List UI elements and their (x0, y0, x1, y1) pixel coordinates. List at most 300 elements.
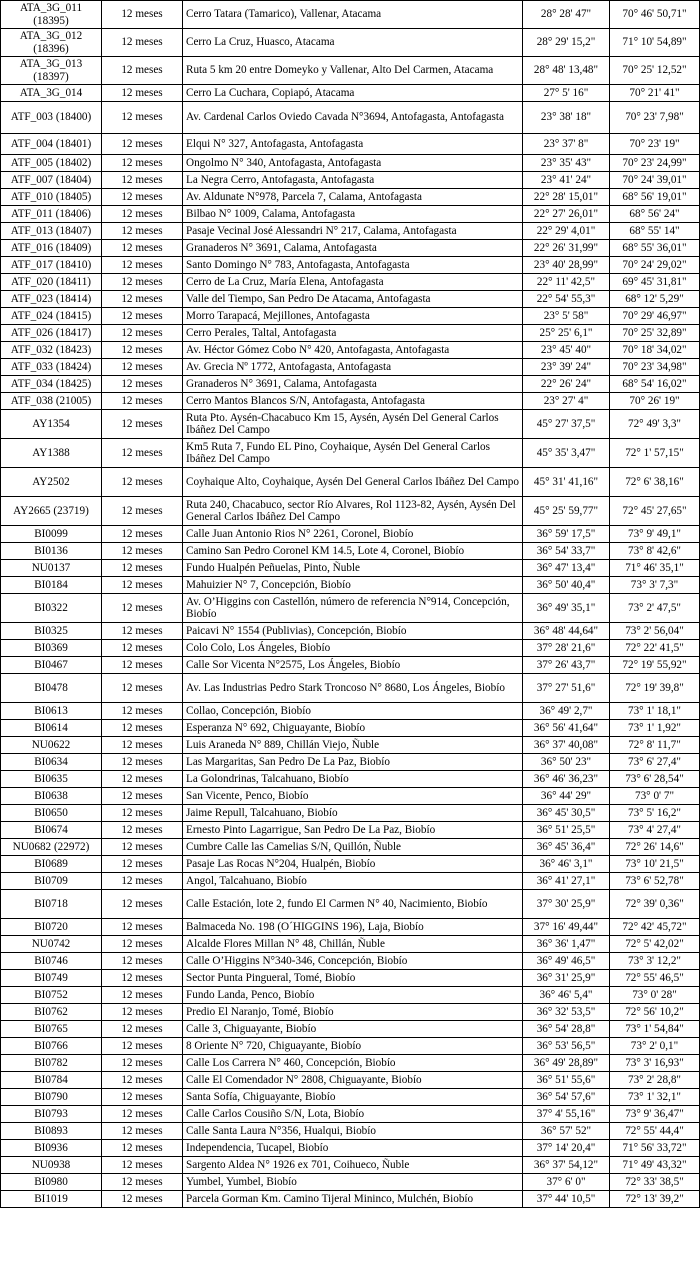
location-cell: Angol, Talcahuano, Biobío (183, 873, 523, 890)
table-row (1, 822, 700, 839)
longitude-cell: 72° 56' 10,2" (610, 1004, 700, 1021)
table-row (1, 1089, 700, 1106)
longitude-cell: 72° 55' 44,4" (610, 1123, 700, 1140)
location-cell: Calle O’Higgins N°340-346, Concepción, Biobío (183, 953, 523, 970)
longitude-cell: 73° 3' 7,3" (610, 577, 700, 594)
duration-cell: 12 meses (102, 1072, 183, 1089)
duration-cell: 12 meses (102, 936, 183, 953)
location-cell: Calle 3, Chiguayante, Biobío (183, 1021, 523, 1038)
location-cell: Ernesto Pinto Lagarrigue, San Pedro De La Paz, Biobío (183, 822, 523, 839)
table-row (1, 1038, 700, 1055)
latitude-cell: 37° 6' 0" (523, 1174, 610, 1191)
latitude-cell: 22° 26' 31,99" (523, 240, 610, 257)
table-row (1, 873, 700, 890)
location-cell: Cumbre Calle las Camelias S/N, Quillón, Ñuble (183, 839, 523, 856)
location-cell: Km5 Ruta 7, Fundo EL Pino, Coyhaique, Aysén Del General Carlos Ibáñez Del Campo (183, 439, 523, 468)
table-row (1, 953, 700, 970)
location-cell: Calle Santa Laura N°356, Hualqui, Biobío (183, 1123, 523, 1140)
latitude-cell: 23° 35' 43" (523, 155, 610, 172)
latitude-cell: 22° 29' 4,01" (523, 223, 610, 240)
latitude-cell: 36° 57' 52" (523, 1123, 610, 1140)
duration-cell: 12 meses (102, 1191, 183, 1208)
latitude-cell: 36° 49' 35,1" (523, 594, 610, 623)
longitude-cell: 72° 13' 39,2" (610, 1191, 700, 1208)
duration-cell: 12 meses (102, 594, 183, 623)
longitude-cell: 68° 55' 36,01" (610, 240, 700, 257)
duration-cell: 12 meses (102, 1140, 183, 1157)
duration-cell: 12 meses (102, 560, 183, 577)
latitude-cell: 22° 54' 55,3" (523, 291, 610, 308)
latitude-cell: 36° 51' 55,6" (523, 1072, 610, 1089)
duration-cell: 12 meses (102, 206, 183, 223)
table-row (1, 1072, 700, 1089)
latitude-cell: 36° 56' 41,64" (523, 720, 610, 737)
latitude-cell: 23° 27' 4" (523, 393, 610, 410)
site-id-cell: BI0718 (1, 890, 102, 919)
table-row (1, 674, 700, 703)
location-cell: Fundo Hualpén Peñuelas, Pinto, Ñuble (183, 560, 523, 577)
longitude-cell: 72° 45' 27,65" (610, 497, 700, 526)
latitude-cell: 22° 28' 15,01" (523, 189, 610, 206)
site-id-cell: BI0369 (1, 640, 102, 657)
duration-cell: 12 meses (102, 1004, 183, 1021)
site-id-cell: ATF_011 (18406) (1, 206, 102, 223)
site-id-cell: BI0893 (1, 1123, 102, 1140)
longitude-cell: 73° 2' 28,8" (610, 1072, 700, 1089)
location-cell: Pasaje Vecinal José Alessandri N° 217, Calama, Antofagasta (183, 223, 523, 240)
site-id-cell: BI0749 (1, 970, 102, 987)
site-id-cell: BI0467 (1, 657, 102, 674)
duration-cell: 12 meses (102, 308, 183, 325)
longitude-cell: 72° 49' 3,3" (610, 410, 700, 439)
location-cell: Calle Los Carrera N° 460, Concepción, Biobío (183, 1055, 523, 1072)
site-id-cell: BI0614 (1, 720, 102, 737)
site-id-cell: NU0137 (1, 560, 102, 577)
table-row (1, 155, 700, 172)
latitude-cell: 36° 45' 30,5" (523, 805, 610, 822)
table-row (1, 189, 700, 206)
table-row (1, 1191, 700, 1208)
latitude-cell: 37° 28' 21,6" (523, 640, 610, 657)
latitude-cell: 37° 26' 43,7" (523, 657, 610, 674)
location-cell: Cerro Perales, Taltal, Antofagasta (183, 325, 523, 342)
latitude-cell: 36° 48' 44,64" (523, 623, 610, 640)
table-row (1, 577, 700, 594)
location-cell: Granaderos N° 3691, Calama, Antofagasta (183, 240, 523, 257)
latitude-cell: 23° 38' 18" (523, 102, 610, 134)
site-id-cell: AY2502 (1, 468, 102, 497)
latitude-cell: 36° 41' 27,1" (523, 873, 610, 890)
table-row (1, 134, 700, 155)
longitude-cell: 72° 26' 14,6" (610, 839, 700, 856)
latitude-cell: 36° 47' 13,4" (523, 560, 610, 577)
site-id-cell: ATF_034 (18425) (1, 376, 102, 393)
duration-cell: 12 meses (102, 497, 183, 526)
table-row (1, 206, 700, 223)
location-cell: Mahuizier N° 7, Concepción, Biobío (183, 577, 523, 594)
latitude-cell: 22° 11' 42,5" (523, 274, 610, 291)
latitude-cell: 37° 14' 20,4" (523, 1140, 610, 1157)
longitude-cell: 73° 3' 16,93" (610, 1055, 700, 1072)
site-id-cell: BI0793 (1, 1106, 102, 1123)
location-cell: Cerro La Cuchara, Copiapó, Atacama (183, 85, 523, 102)
site-id-cell: BI1019 (1, 1191, 102, 1208)
duration-cell: 12 meses (102, 1038, 183, 1055)
longitude-cell: 73° 2' 47,5" (610, 594, 700, 623)
location-cell: Ongolmo N° 340, Antofagasta, Antofagasta (183, 155, 523, 172)
site-id-cell: ATF_003 (18400) (1, 102, 102, 134)
duration-cell: 12 meses (102, 291, 183, 308)
duration-cell: 12 meses (102, 274, 183, 291)
location-cell: Cerro de La Cruz, María Elena, Antofagasta (183, 274, 523, 291)
site-id-cell: BI0720 (1, 919, 102, 936)
table-row (1, 102, 700, 134)
longitude-cell: 72° 39' 0,36" (610, 890, 700, 919)
site-id-cell: BI0709 (1, 873, 102, 890)
site-id-cell: BI0689 (1, 856, 102, 873)
site-id-cell: ATA_3G_011 (18395) (1, 1, 102, 29)
longitude-cell: 73° 6' 52,78" (610, 873, 700, 890)
duration-cell: 12 meses (102, 919, 183, 936)
table-row (1, 919, 700, 936)
duration-cell: 12 meses (102, 856, 183, 873)
latitude-cell: 36° 37' 54,12" (523, 1157, 610, 1174)
latitude-cell: 45° 27' 37,5" (523, 410, 610, 439)
table-row (1, 1021, 700, 1038)
table-row (1, 805, 700, 822)
longitude-cell: 70° 25' 12,52" (610, 57, 700, 85)
location-cell: Cerro La Cruz, Huasco, Atacama (183, 29, 523, 57)
table-row (1, 754, 700, 771)
site-id-cell: ATF_016 (18409) (1, 240, 102, 257)
duration-cell: 12 meses (102, 223, 183, 240)
table-row (1, 468, 700, 497)
table-row (1, 640, 700, 657)
table-row (1, 623, 700, 640)
site-id-cell: BI0766 (1, 1038, 102, 1055)
location-cell: Luis Araneda N° 889, Chillán Viejo, Ñuble (183, 737, 523, 754)
site-id-cell: BI0784 (1, 1072, 102, 1089)
longitude-cell: 73° 1' 32,1" (610, 1089, 700, 1106)
table-row (1, 1140, 700, 1157)
table-row (1, 856, 700, 873)
duration-cell: 12 meses (102, 85, 183, 102)
table-row (1, 240, 700, 257)
location-cell: Calle Sor Vicenta N°2575, Los Ángeles, Biobío (183, 657, 523, 674)
latitude-cell: 36° 45' 36,4" (523, 839, 610, 856)
table-row (1, 594, 700, 623)
location-cell: Cerro Mantos Blancos S/N, Antofagasta, Antofagasta (183, 393, 523, 410)
latitude-cell: 27° 5' 16" (523, 85, 610, 102)
site-id-cell: NU0622 (1, 737, 102, 754)
table-row (1, 257, 700, 274)
longitude-cell: 73° 0' 28" (610, 987, 700, 1004)
duration-cell: 12 meses (102, 543, 183, 560)
location-cell: Sector Punta Pingueral, Tomé, Biobío (183, 970, 523, 987)
latitude-cell: 36° 50' 23" (523, 754, 610, 771)
table-row (1, 1055, 700, 1072)
longitude-cell: 70° 23' 7,98" (610, 102, 700, 134)
table-row (1, 788, 700, 805)
duration-cell: 12 meses (102, 257, 183, 274)
duration-cell: 12 meses (102, 754, 183, 771)
location-cell: Granaderos N° 3691, Calama, Antofagasta (183, 376, 523, 393)
longitude-cell: 73° 8' 42,6" (610, 543, 700, 560)
table-row (1, 771, 700, 788)
location-cell: Ruta 240, Chacabuco, sector Río Alvares, Rol 1123-82, Aysén, Aysén Del General Carlos Ibáñez Del Campo (183, 497, 523, 526)
site-id-cell: ATF_004 (18401) (1, 134, 102, 155)
longitude-cell: 70° 21' 41" (610, 85, 700, 102)
table-row (1, 57, 700, 85)
site-id-cell: AY2665 (23719) (1, 497, 102, 526)
longitude-cell: 73° 3' 12,2" (610, 953, 700, 970)
latitude-cell: 36° 46' 3,1" (523, 856, 610, 873)
site-id-cell: BI0762 (1, 1004, 102, 1021)
latitude-cell: 36° 50' 40,4" (523, 577, 610, 594)
latitude-cell: 22° 27' 26,01" (523, 206, 610, 223)
longitude-cell: 70° 25' 32,89" (610, 325, 700, 342)
table-row (1, 657, 700, 674)
latitude-cell: 37° 16' 49,44" (523, 919, 610, 936)
table-row (1, 1004, 700, 1021)
table-row (1, 936, 700, 953)
location-cell: Av. Grecia Nº 1772, Antofagasta, Antofagasta (183, 359, 523, 376)
site-id-cell: BI0478 (1, 674, 102, 703)
latitude-cell: 36° 59' 17,5" (523, 526, 610, 543)
table-row (1, 1106, 700, 1123)
duration-cell: 12 meses (102, 526, 183, 543)
location-cell: Valle del Tiempo, San Pedro De Atacama, Antofagasta (183, 291, 523, 308)
duration-cell: 12 meses (102, 376, 183, 393)
table-row (1, 223, 700, 240)
duration-cell: 12 meses (102, 657, 183, 674)
latitude-cell: 22° 26' 24" (523, 376, 610, 393)
latitude-cell: 37° 27' 51,6" (523, 674, 610, 703)
table-row (1, 497, 700, 526)
site-id-cell: BI0322 (1, 594, 102, 623)
table-row (1, 720, 700, 737)
location-cell: Sargento Aldea N° 1926 ex 701, Coihueco, Ñuble (183, 1157, 523, 1174)
latitude-cell: 36° 44' 29" (523, 788, 610, 805)
table-row (1, 308, 700, 325)
site-id-cell: ATF_024 (18415) (1, 308, 102, 325)
latitude-cell: 45° 35' 3,47" (523, 439, 610, 468)
latitude-cell: 23° 5' 58" (523, 308, 610, 325)
latitude-cell: 36° 54' 33,7" (523, 543, 610, 560)
site-id-cell: ATF_020 (18411) (1, 274, 102, 291)
table-row (1, 560, 700, 577)
table-row (1, 543, 700, 560)
longitude-cell: 72° 22' 41,5" (610, 640, 700, 657)
longitude-cell: 73° 6' 28,54" (610, 771, 700, 788)
longitude-cell: 73° 2' 56,04" (610, 623, 700, 640)
site-id-cell: BI0325 (1, 623, 102, 640)
longitude-cell: 71° 10' 54,89" (610, 29, 700, 57)
latitude-cell: 23° 45' 40" (523, 342, 610, 359)
longitude-cell: 73° 1' 54,84" (610, 1021, 700, 1038)
longitude-cell: 73° 1' 18,1" (610, 703, 700, 720)
latitude-cell: 36° 53' 56,5" (523, 1038, 610, 1055)
longitude-cell: 68° 56' 19,01" (610, 189, 700, 206)
longitude-cell: 71° 56' 33,72" (610, 1140, 700, 1157)
location-cell: Av. Héctor Gómez Cobo N° 420, Antofagasta, Antofagasta (183, 342, 523, 359)
longitude-cell: 73° 4' 27,4" (610, 822, 700, 839)
latitude-cell: 23° 39' 24" (523, 359, 610, 376)
sites-table-body (1, 1, 700, 1208)
longitude-cell: 72° 55' 46,5" (610, 970, 700, 987)
duration-cell: 12 meses (102, 468, 183, 497)
duration-cell: 12 meses (102, 771, 183, 788)
location-cell: Bilbao N° 1009, Calama, Antofagasta (183, 206, 523, 223)
site-id-cell: BI0790 (1, 1089, 102, 1106)
duration-cell: 12 meses (102, 674, 183, 703)
location-cell: La Negra Cerro, Antofagasta, Antofagasta (183, 172, 523, 189)
site-id-cell: BI0635 (1, 771, 102, 788)
table-row (1, 703, 700, 720)
longitude-cell: 68° 56' 24" (610, 206, 700, 223)
duration-cell: 12 meses (102, 822, 183, 839)
location-cell: Santa Sofía, Chiguayante, Biobío (183, 1089, 523, 1106)
latitude-cell: 36° 54' 28,8" (523, 1021, 610, 1038)
duration-cell: 12 meses (102, 1, 183, 29)
location-cell: Cerro Tatara (Tamarico), Vallenar, Atacama (183, 1, 523, 29)
table-row (1, 1123, 700, 1140)
table-row (1, 839, 700, 856)
location-cell: Las Margaritas, San Pedro De La Paz, Biobío (183, 754, 523, 771)
duration-cell: 12 meses (102, 189, 183, 206)
table-row (1, 890, 700, 919)
longitude-cell: 73° 6' 27,4" (610, 754, 700, 771)
duration-cell: 12 meses (102, 987, 183, 1004)
table-row (1, 1174, 700, 1191)
duration-cell: 12 meses (102, 134, 183, 155)
location-cell: Esperanza N° 692, Chiguayante, Biobío (183, 720, 523, 737)
site-id-cell: ATF_038 (21005) (1, 393, 102, 410)
site-id-cell: BI0936 (1, 1140, 102, 1157)
latitude-cell: 23° 37' 8" (523, 134, 610, 155)
location-cell: Camino San Pedro Coronel KM 14.5, Lote 4, Coronel, Biobío (183, 543, 523, 560)
longitude-cell: 72° 5' 42,02" (610, 936, 700, 953)
site-id-cell: BI0136 (1, 543, 102, 560)
longitude-cell: 70° 23' 24,99" (610, 155, 700, 172)
location-cell: Calle Juan Antonio Rios N° 2261, Coronel, Biobío (183, 526, 523, 543)
location-cell: Fundo Landa, Penco, Biobío (183, 987, 523, 1004)
duration-cell: 12 meses (102, 57, 183, 85)
table-row (1, 526, 700, 543)
table-row (1, 172, 700, 189)
location-cell: Collao, Concepción, Biobío (183, 703, 523, 720)
table-row (1, 29, 700, 57)
site-id-cell: BI0980 (1, 1174, 102, 1191)
site-id-cell: ATF_005 (18402) (1, 155, 102, 172)
longitude-cell: 70° 24' 39,01" (610, 172, 700, 189)
table-row (1, 1, 700, 29)
location-cell: Elqui N° 327, Antofagasta, Antofagasta (183, 134, 523, 155)
duration-cell: 12 meses (102, 640, 183, 657)
location-cell: Av. Cardenal Carlos Oviedo Cavada N°3694, Antofagasta, Antofagasta (183, 102, 523, 134)
site-id-cell: NU0938 (1, 1157, 102, 1174)
site-id-cell: BI0638 (1, 788, 102, 805)
longitude-cell: 73° 9' 36,47" (610, 1106, 700, 1123)
location-cell: San Vicente, Penco, Biobío (183, 788, 523, 805)
duration-cell: 12 meses (102, 410, 183, 439)
latitude-cell: 45° 25' 59,77" (523, 497, 610, 526)
latitude-cell: 36° 49' 28,89" (523, 1055, 610, 1072)
location-cell: Predio El Naranjo, Tomé, Biobío (183, 1004, 523, 1021)
table-row (1, 1157, 700, 1174)
site-id-cell: BI0765 (1, 1021, 102, 1038)
longitude-cell: 71° 46' 35,1" (610, 560, 700, 577)
duration-cell: 12 meses (102, 29, 183, 57)
duration-cell: 12 meses (102, 439, 183, 468)
duration-cell: 12 meses (102, 1106, 183, 1123)
latitude-cell: 28° 29' 15,2" (523, 29, 610, 57)
location-cell: Av. Aldunate N°978, Parcela 7, Calama, Antofagasta (183, 189, 523, 206)
longitude-cell: 73° 5' 16,2" (610, 805, 700, 822)
latitude-cell: 36° 49' 46,5" (523, 953, 610, 970)
table-row (1, 987, 700, 1004)
site-id-cell: BI0099 (1, 526, 102, 543)
duration-cell: 12 meses (102, 623, 183, 640)
site-id-cell: ATF_007 (18404) (1, 172, 102, 189)
location-cell: La Golondrinas, Talcahuano, Biobío (183, 771, 523, 788)
duration-cell: 12 meses (102, 953, 183, 970)
site-id-cell: BI0674 (1, 822, 102, 839)
duration-cell: 12 meses (102, 325, 183, 342)
duration-cell: 12 meses (102, 172, 183, 189)
longitude-cell: 70° 29' 46,97" (610, 308, 700, 325)
location-cell: Colo Colo, Los Ángeles, Biobío (183, 640, 523, 657)
longitude-cell: 73° 2' 0,1" (610, 1038, 700, 1055)
latitude-cell: 37° 4' 55,16" (523, 1106, 610, 1123)
location-cell: Balmaceda No. 198 (O´HIGGINS 196), Laja, Biobío (183, 919, 523, 936)
latitude-cell: 37° 30' 25,9" (523, 890, 610, 919)
duration-cell: 12 meses (102, 788, 183, 805)
duration-cell: 12 meses (102, 359, 183, 376)
latitude-cell: 36° 46' 5,4" (523, 987, 610, 1004)
longitude-cell: 73° 1' 1,92" (610, 720, 700, 737)
site-id-cell: BI0184 (1, 577, 102, 594)
longitude-cell: 70° 24' 29,02" (610, 257, 700, 274)
latitude-cell: 36° 46' 36,23" (523, 771, 610, 788)
table-row (1, 737, 700, 754)
location-cell: Independencia, Tucapel, Biobío (183, 1140, 523, 1157)
table-row (1, 410, 700, 439)
table-row (1, 274, 700, 291)
site-id-cell: AY1388 (1, 439, 102, 468)
site-id-cell: ATF_010 (18405) (1, 189, 102, 206)
longitude-cell: 68° 54' 16,02" (610, 376, 700, 393)
duration-cell: 12 meses (102, 873, 183, 890)
site-id-cell: NU0742 (1, 936, 102, 953)
duration-cell: 12 meses (102, 1055, 183, 1072)
location-cell: Calle Estación, lote 2, fundo El Carmen N° 40, Nacimiento, Biobío (183, 890, 523, 919)
site-id-cell: ATA_3G_013 (18397) (1, 57, 102, 85)
longitude-cell: 72° 33' 38,5" (610, 1174, 700, 1191)
site-id-cell: ATF_026 (18417) (1, 325, 102, 342)
site-id-cell: BI0634 (1, 754, 102, 771)
location-cell: Coyhaique Alto, Coyhaique, Aysén Del General Carlos Ibáñez Del Campo (183, 468, 523, 497)
table-row (1, 359, 700, 376)
latitude-cell: 25° 25' 6,1" (523, 325, 610, 342)
location-cell: Yumbel, Yumbel, Biobío (183, 1174, 523, 1191)
longitude-cell: 70° 23' 34,98" (610, 359, 700, 376)
location-cell: Ruta Pto. Aysén-Chacabuco Km 15, Aysén, Aysén Del General Carlos Ibáñez Del Campo (183, 410, 523, 439)
longitude-cell: 70° 23' 19" (610, 134, 700, 155)
table-row (1, 376, 700, 393)
location-cell: Morro Tarapacá, Mejillones, Antofagasta (183, 308, 523, 325)
latitude-cell: 28° 28' 47" (523, 1, 610, 29)
